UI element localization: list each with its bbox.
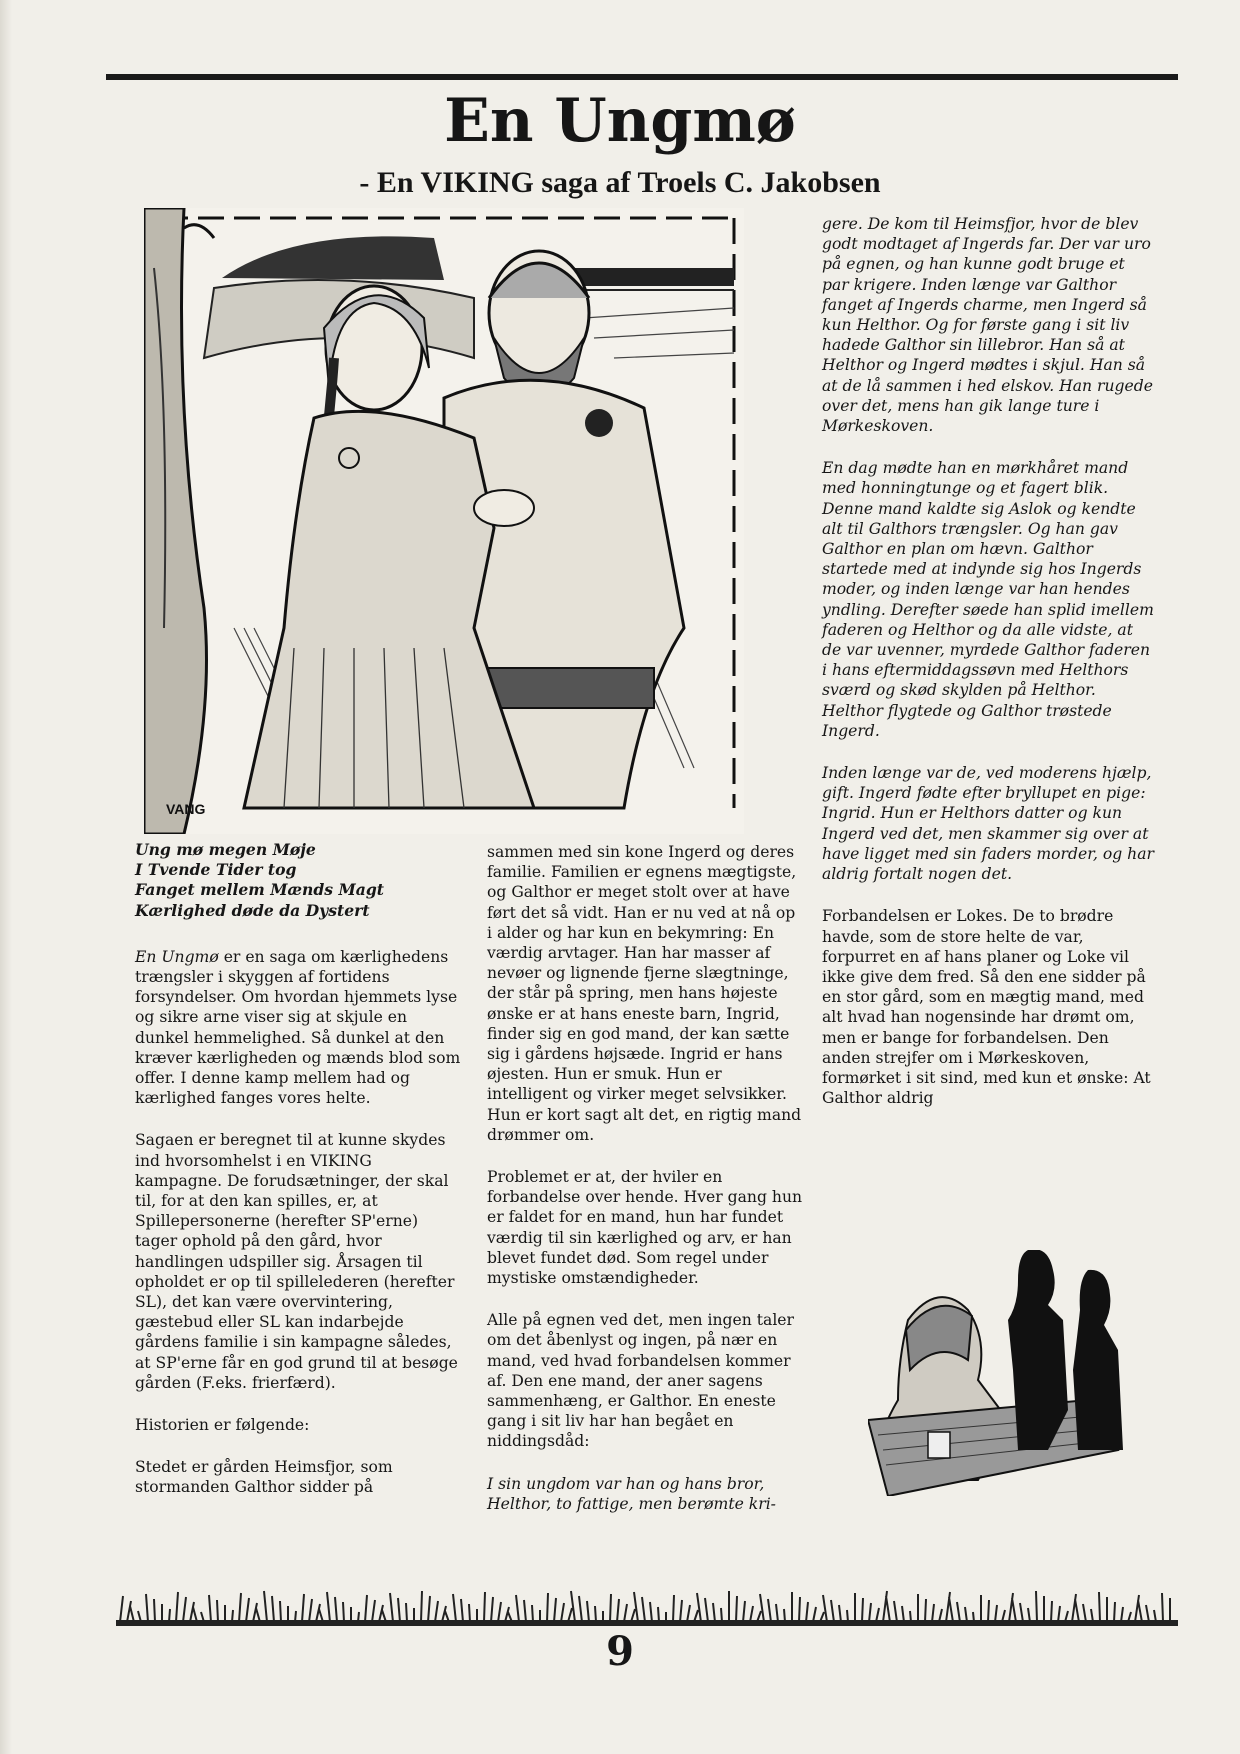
viking-couple-illustration <box>144 208 744 834</box>
caption-line: I Tvende Tider tog <box>135 860 297 880</box>
paragraph: Forbandelsen er Lokes. De to brødre havde, som de store helte de var, forpurret en af hans planer og Loke vil ikke give dem fred. Så den ene sidder på en stor gård, som en mægtig mand, med alt hvad han nogensinde har drømt om, men er bange for forbandelsen. Den anden strejfer om i Mørkeskoven, formørket i sit sind, med kun et ønske: At Galthor aldrig <box>822 907 1151 1108</box>
article-subtitle: - En VIKING saga af Troels C. Jakobsen <box>359 166 881 199</box>
page-edge-shadow <box>0 0 12 1754</box>
paragraph: Problemet er at, der hviler en forbandelse over hende. Hver gang hun er faldet for en mand, hun har fundet værdig til sin kærlighed og arv, er han blevet fundet død. Som regel under mystiske omstændigheder. <box>487 1168 803 1288</box>
illustration-signature: VANG <box>166 801 206 817</box>
intro-title-italic: En Ungmø <box>135 947 219 966</box>
paragraph: Alle på egnen ved det, men ingen taler om det åbenlyst og ingen, på nær en mand, ved hvad forbandelsen kommer af. Den ene mand, der aner sagens sammenhæng, er Galthor. En eneste gang i sit liv har han begået en niddingsdåd: <box>487 1311 794 1451</box>
page-number: 9 <box>606 1628 634 1675</box>
intro-text: er en saga om kærlighedens trængsler i skyggen af fortidens forsyndelser. Om hvordan hjemmets lyse og sikre arne viser sig at skjule en dunkel hemmelighed. Så dunkel at den kræver kærligheden og mænds blod som offer. I denne kamp mellem had og kærlighed fanges vores helte. <box>135 947 461 1108</box>
italic-paragraph: Inden længe var de, ved moderens hjælp, gift. Ingerd fødte efter bryllupet en pige: Ingrid. Hun er Helthors datter og kun Ingerd ved det, men skammer sig over at have ligget med sin faders morder, og har aldrig fortalt nogen det. <box>822 764 1154 884</box>
column-3 <box>822 214 1154 1130</box>
italic-paragraph: En dag mødte han en mørkhåret mand med honningtunge og et fagert blik. Denne mand kaldte sig Aslok og kendte alt til Galthors trængsler. Og han gav Galthor en plan om hævn. Galthor startede med at indynde sig hos Ingerds moder, og inden længe var han hendes yndling. Derefter søede han splid imellem faderen og Helthor og da alle vidste, at de var uvenner, myrdede Galthor faderen i hans eftermiddagssøvn med Helthors sværd og skød skylden på Helthor. Helthor flygtede og Galthor trøstede Ingerd. <box>822 459 1154 740</box>
paragraph: Stedet er gården Heimsfjor, som stormanden Galthor sidder på <box>135 1458 393 1497</box>
paragraph: Historien er følgende: <box>135 1416 310 1435</box>
caption-line: Kærlighed døde da Dystert <box>135 900 370 920</box>
poem-caption <box>135 840 461 921</box>
caption-line: Ung mø megen Møje <box>135 840 316 859</box>
italic-paragraph: gere. De kom til Heimsfjor, hvor de blev godt modtaget af Ingerds far. Der var uro på egnen, og han kunne godt bruge et par krigere. Inden længe var Galthor fanget af Ingerds charme, men Ingerd så kun Helthor. Og for første gang i sit liv hadede Galthor sin lillebror. Han så at Helthor og Ingerd mødtes i skjul. Han så at de lå sammen i hed elskov. Han rugede over det, mens han gik lange ture i Mørkeskoven. <box>822 215 1153 436</box>
intro-paragraph <box>135 947 461 1109</box>
paragraph: sammen med sin kone Ingerd og deres familie. Familien er egnens mægtigste, og Galthor er meget stolt over at have ført det så vidt. Han er nu ved at nå op i alder og har kun en bekymring: En værdig arvtager. Han har masser af nevøer og lignende fjerne slægtninge, der står på spring, men hans højeste ønske er at hans eneste barn, Ingrid, finder sig en god mand, der kan sætte sig i gårdens højsæde. Ingrid er hans øjesten. Hun er smuk. Hun er intelligent og virker meget selvsikker. Hun er kort sagt alt det, en rigtig mand drømmer om. <box>487 843 802 1144</box>
silhouette-scene-illustration <box>868 1250 1128 1496</box>
caption-line: Fanget mellem Mænds Magt <box>135 880 384 900</box>
column-2 <box>487 842 805 1536</box>
column-1 <box>135 840 461 1520</box>
article-title: En Ungmø <box>444 86 796 156</box>
italic-paragraph: I sin ungdom var han og hans bror, Helthor, to fattige, men berømte kri- <box>487 1474 776 1513</box>
paragraph: Sagaen er beregnet til at kunne skydes ind hvorsomhelst i en VIKING kampagne. De forudsætninger, der skal til, for at den kan spilles, er, at Spillepersonerne (herefter SP'erne) tager ophold på den gård, hvor handlingen udspiller sig. Årsagen til opholdet er op til spillelederen (herefter SL), det kan være overvintering, gæstebud eller SL kan indarbejde gårdens familie i sin kampagne således, at SP'erne får en god grund til at besøge gården (F.eks. frierfærd). <box>135 1131 458 1392</box>
top-rule <box>106 74 1178 80</box>
